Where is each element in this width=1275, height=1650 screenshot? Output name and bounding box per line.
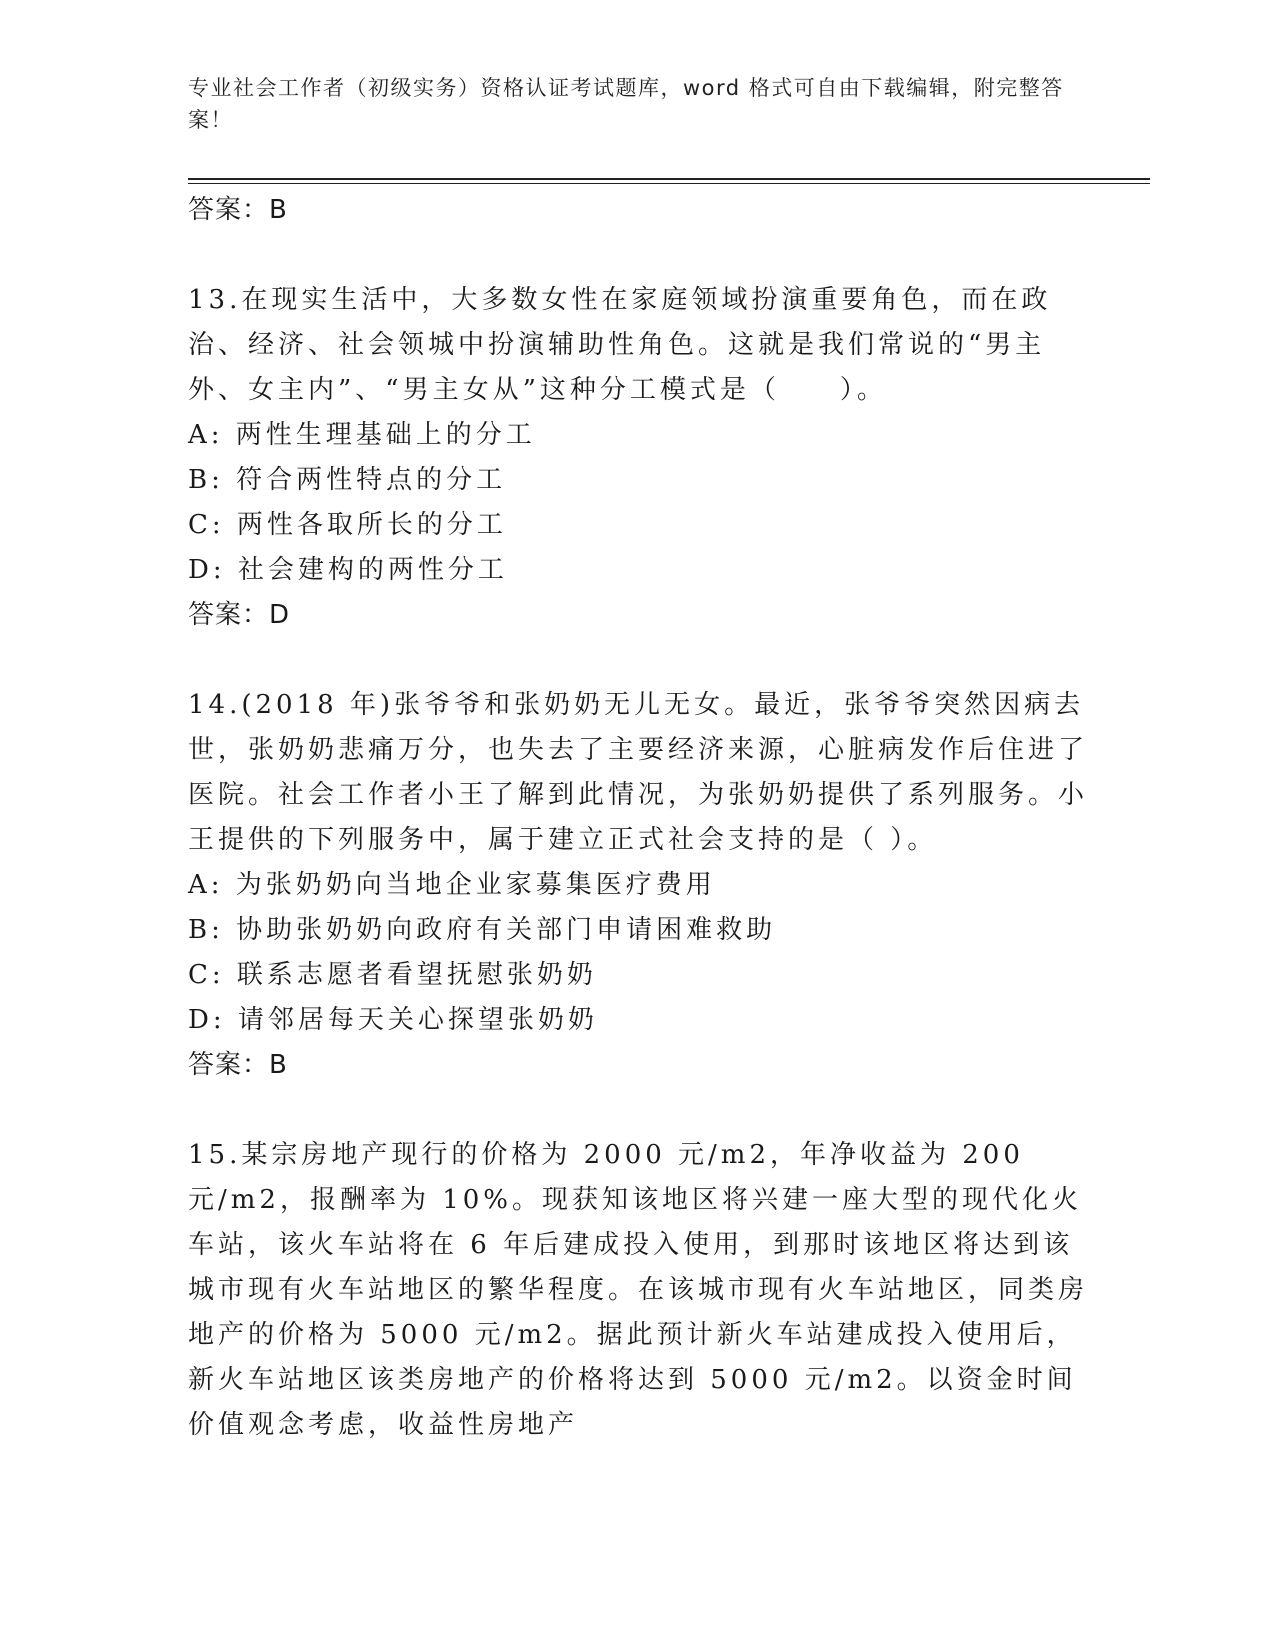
option-c: C: 两性各取所长的分工 xyxy=(188,510,507,540)
question-text: 13.在现实生活中，大多数女性在家庭领域扮演重要角色，而在政治、经济、社会领城中扮演辅助性角色。这就是我们常说的“男主外、女主内”、“男主女从”这种分工模式是（ ）。 xyxy=(188,285,1052,405)
question-block xyxy=(188,1133,1088,1448)
page-content xyxy=(188,188,1088,1448)
question-block xyxy=(188,278,1088,637)
answer-line: 答案：B xyxy=(188,195,288,225)
option-d: D: 社会建构的两性分工 xyxy=(188,555,508,585)
option-c: C: 联系志愿者看望抚慰张奶奶 xyxy=(188,960,597,990)
option-b: B: 协助张奶奶向政府有关部门申请困难救助 xyxy=(188,915,777,945)
page-header: 专业社会工作者（初级实务）资格认证考试题库，word 格式可自由下载编辑，附完整答案！ xyxy=(188,76,1064,132)
header-rule-thin xyxy=(188,183,1150,184)
question-text: 15.某宗房地产现行的价格为 2000 元/m2，年净收益为 200 元/m2，报酬率为 10%。现获知该地区将兴建一座大型的现代化火车站，该火车站将在 6 年后建成投入使用，到那时该地区将达到该城市现有火车站地区的繁华程度。在该城市现有火车站地区，同类房地产的价格为 5000 元/m2。据此预计新火车站建成投入使用后，新火车站地区该类房地产的价格将达到 5000 元/m2。以资金时间价值观念考虑，收益性房地产 xyxy=(188,1140,1089,1440)
option-a: A: 两性生理基础上的分工 xyxy=(188,420,536,450)
option-d: D: 请邻居每天关心探望张奶奶 xyxy=(188,1005,598,1035)
question-block xyxy=(188,683,1088,1087)
answer-line: 答案：B xyxy=(188,1050,288,1080)
option-a: A: 为张奶奶向当地企业家募集医疗费用 xyxy=(188,870,716,900)
spacer xyxy=(188,1087,1088,1133)
answer-line: 答案：D xyxy=(188,600,291,630)
question-text: 14.(2018 年)张爷爷和张奶奶无儿无女。最近，张爷爷突然因病去世，张奶奶悲痛万分，也失去了主要经济来源，心脏病发作后住进了医院。社会工作者小王了解到此情况，为张奶奶提供了系列服务。小王提供的下列服务中，属于建立正式社会支持的是（ ）。 xyxy=(188,690,1089,855)
spacer xyxy=(188,637,1088,683)
option-b: B: 符合两性特点的分工 xyxy=(188,465,507,495)
spacer xyxy=(188,232,1088,278)
header-rule-thick xyxy=(188,178,1150,180)
